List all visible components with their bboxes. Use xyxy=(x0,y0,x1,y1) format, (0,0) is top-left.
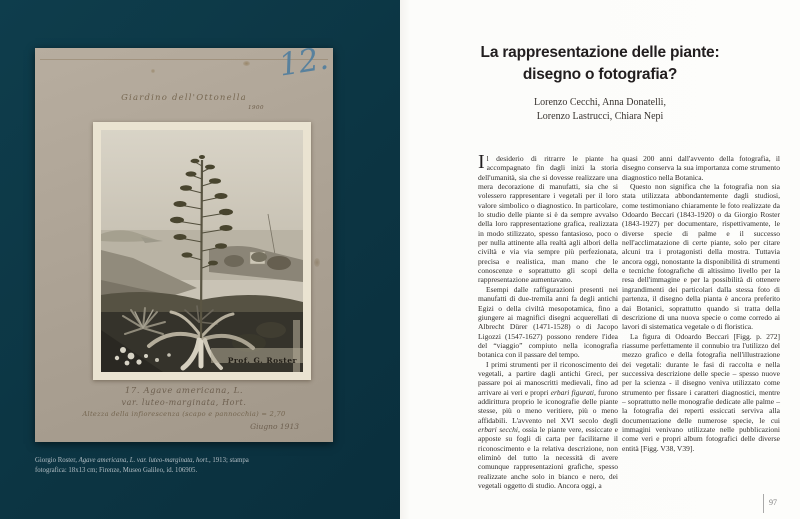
card-corner-number: 12. xyxy=(276,40,331,84)
card-stain xyxy=(314,258,320,267)
paragraph-6: La figura di Odoardo Beccari [Figg. p. 272] riassume perfettamente il connubio tra l'utilizzo del mezzo grafico e della fotografia nell'illustrazione dei vegetali: durante le fasi di raccolta e nella successiva descrizione delle specie – spesso nuove per la scienza - il disegno veniva utilizzato come strumento per fissare i caratteri diagnostici, mentre – soprattutto nelle monografie dedicate alle palme – la fotografia dei reperti essiccati serviva alla documentazione delle numerose specie, le cui immagini venivano utilizzate nelle pubblicazioni come veri e propri album fotografici delle diverse entità [Figg. V38, V39]. xyxy=(622,331,780,453)
paragraph-1 xyxy=(478,151,618,285)
figure-caption xyxy=(35,456,275,475)
paragraph-1-text: l desiderio di ritrarre le piante ha accompagnato fin dagli inizi la storia dell'umanità, sia che si dovesse realizzare una mera decorazione di manufatti, sia che si volessero rappresentare i vegetali per il loro valore simbolico o diagnostico. In particolare, lo studio delle piante si è da sempre avvalso della loro rappresentazione grafica, realizzata in modo stilizzato, spesso fantasioso, poco o per nulla attinente alla realtà agli albori della civiltà e via via sempre più perfezionata, precisa e realistica, man mano che le conoscenze e soprattutto gli scopi della rappresentazione aumentavano. xyxy=(478,154,618,285)
paragraph-3 xyxy=(478,360,618,491)
annotation-variety: var. luteo-marginata, Hort. xyxy=(121,398,247,407)
annotation-species: 17. Agave americana, L. xyxy=(124,386,244,396)
term-erbari-figurati: erbari figurati xyxy=(550,387,594,397)
specimen-card xyxy=(35,40,333,442)
paragraph-4: quasi 200 anni dall'avvento della fotografia, il disegno conserva la sua importanza come strumento diagnostico nella Botanica. xyxy=(622,154,780,182)
year-mark-handwriting: 1900 xyxy=(248,105,264,111)
authors xyxy=(440,96,760,124)
annotation-date: Giugno 1913 xyxy=(250,422,299,431)
handwritten-annotations xyxy=(35,386,333,431)
chapter-title-line2: disegno o fotografia? xyxy=(522,66,678,83)
photo-mount xyxy=(93,122,311,380)
garden-name-handwriting: Giardino dell'Ottonella xyxy=(121,93,247,103)
caption-author: Giorgio Roster, xyxy=(35,457,79,464)
drop-cap: I xyxy=(478,151,485,173)
text-column-2 xyxy=(622,154,780,453)
annotation-height: Altezza della infiorescenza (scapo e pannocchia) = 2,70 xyxy=(82,410,286,418)
paragraph-5: Questo non significa che la fotografia non sia stata utilizzata abbondantemente dagli studiosi, come testimoniano chiaramente le foto realizzate da Odoardo Beccari (1843-1920) o da Giorgio Roster (1843-1927) per documentare, rispettivamente, le diverse specie di palme e il successo nell'acclimatazione di certe piante, solo per citare alcuni tra i protagonisti della mostra. Tuttavia ancora oggi, nonostante la disponibilità di strumenti e tecniche fotografiche di altissimo livello per la resa dell'immagine e per la possibilità di ottenere ingrandimenti dei particolari dalla stessa foto di partenza, il disegno della pianta è ancora preferito dai Botanici, soprattutto quando si tratta della descrizione di una nuova specie o come corredo ai lavori di sistematica vegetale o di floristica. xyxy=(622,182,780,332)
authors-line2: Lorenzo Lastrucci, Chiara Nepi xyxy=(536,111,664,122)
right-page xyxy=(400,0,800,519)
authors-line1: Lorenzo Cecchi, Anna Donatelli, xyxy=(534,97,666,108)
agave-photo-scene xyxy=(101,130,303,372)
paragraph-2: Esempi dalle raffigurazioni presenti nei manufatti di due-tremila anni fa degli antichi Egizi o della civiltà mesopotamica, fino a giungere ai magnifici disegni acquerellati di Albrecht Dürer (1471-1528) o di Jacopo Ligozzi (1547-1627) possono rendere l'idea del “viaggio” compiuto nella iconografia botanica con il passare del tempo. xyxy=(478,284,618,360)
chapter-title xyxy=(440,42,760,86)
page-number: 97 xyxy=(763,494,777,513)
caption-species-italic: Agave americana, L. var. luteo-marginata, hort. xyxy=(78,457,209,464)
paragraph-3-text: , furono addirittura proprio le iconografie delle piante stesse, più o meno veritiere, più o meno affidabili. L'avvento nel XVI secolo degli xyxy=(478,387,618,425)
chapter-title-line1: La rappresentazione delle piante: xyxy=(480,44,720,61)
card-stain xyxy=(151,69,155,73)
paragraph-3-text: I primi strumenti per il riconoscimento dei vegetali, a partire dagli antichi Greci, per passare poi ai manoscritti medievali, fino ad arrivare ai veri e propri xyxy=(478,359,618,397)
text-column-1 xyxy=(478,151,618,491)
caption-details: , 1913; stampa fotografica: 18x13 cm; Firenze, Museo Galileo, id. 106905. xyxy=(35,457,249,474)
photographer-stamp: Prof. G. Roster xyxy=(227,356,297,365)
agave-photograph xyxy=(101,130,303,372)
card-stain xyxy=(243,61,250,66)
term-erbari-secchi: erbari secchi xyxy=(478,424,518,434)
paragraph-3-text: , ossia le piante vere, essiccate e apposte su fogli di carta per facilitarne il riconoscimento e la relativa descrizione, non eliminò del tutto la necessità di avere comunque rappresentazioni grafiche, spesso realizzate anche solo in bianco e nero, dei vegetali oggetto di studio. Ancora oggi, a xyxy=(478,424,618,491)
